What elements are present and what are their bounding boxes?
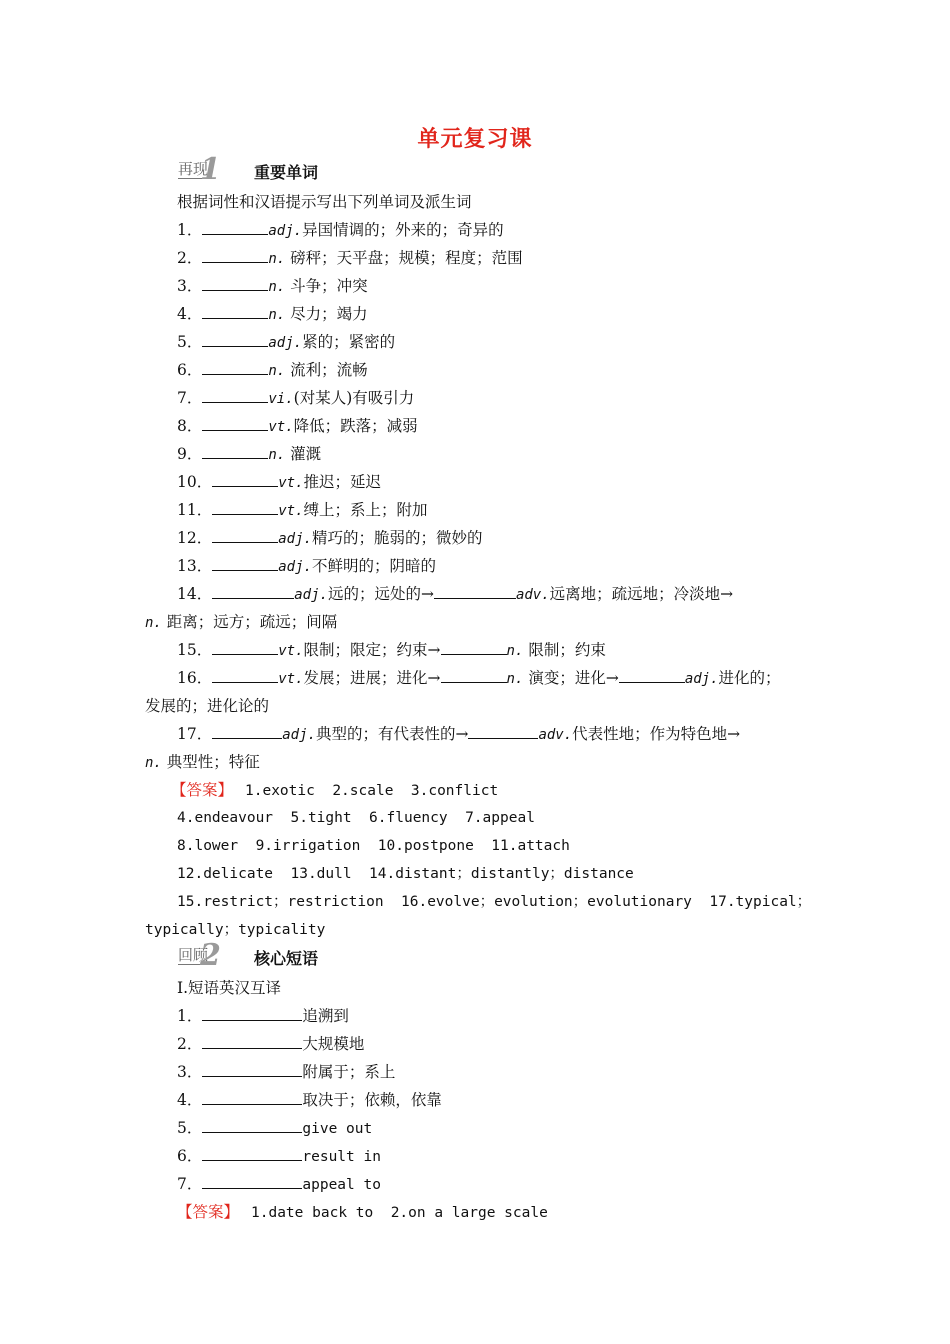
- section-2-badge-text: 回顾: [178, 946, 209, 964]
- section-1-intro: 根据词性和汉语提示写出下列单词及派生词: [177, 193, 472, 211]
- answer-blank[interactable]: [202, 1006, 302, 1021]
- answer-blank[interactable]: [202, 1174, 302, 1189]
- item-number: 15．: [177, 641, 213, 659]
- word-item-16-continued: 发展的；进化论的: [145, 697, 270, 715]
- section-2-subheading: Ⅰ.短语英汉互译: [177, 979, 282, 997]
- word-item: [145, 248, 842, 269]
- item-number: 1．: [177, 1007, 203, 1025]
- answer-blank[interactable]: [202, 444, 268, 459]
- phrase-text: 取决于；依赖，依靠: [302, 1091, 442, 1109]
- word-item: [145, 528, 842, 549]
- answer-text: 12.delicate 13.dull 14.distant；distantly；distance: [177, 866, 634, 882]
- answer-blank[interactable]: [212, 500, 278, 515]
- answer-blank[interactable]: [212, 640, 278, 655]
- item-number: 7．: [177, 1175, 203, 1193]
- section-1-badge: [176, 152, 230, 187]
- answer-blank[interactable]: [202, 1146, 302, 1161]
- answer-label: 【答案】: [177, 1203, 240, 1221]
- definition: (对某人)有吸引力: [293, 389, 415, 407]
- answer-blank[interactable]: [212, 584, 294, 599]
- answer-blank[interactable]: [212, 724, 282, 739]
- part-of-speech: n.: [268, 363, 286, 379]
- definition: 降低；跌落；减弱: [293, 417, 418, 435]
- part-of-speech: adv.: [515, 587, 550, 603]
- item-number: 14．: [177, 585, 213, 603]
- answer-blank[interactable]: [212, 668, 278, 683]
- part-of-speech: n.: [268, 251, 286, 267]
- definition: 灌溉: [285, 445, 322, 463]
- item-number: 2．: [177, 249, 203, 267]
- answer-blank[interactable]: [202, 388, 268, 403]
- item-number: 3．: [177, 277, 203, 295]
- item-number: 5．: [177, 333, 203, 351]
- answer-text: 1.exotic 2.scale 3.conflict: [245, 783, 499, 799]
- answer-text: 8.lower 9.irrigation 10.postpone 11.attach: [177, 838, 570, 854]
- word-item: [145, 556, 842, 577]
- word-item: [145, 304, 842, 325]
- item-number: 13．: [177, 557, 213, 575]
- item-number: 9．: [177, 445, 203, 463]
- item-number: 7．: [177, 389, 203, 407]
- part-of-speech: adj.: [268, 223, 303, 239]
- part-of-speech: n.: [268, 279, 286, 295]
- item-number: 12．: [177, 529, 213, 547]
- answer-blank[interactable]: [441, 640, 507, 655]
- word-item-17-continued: [145, 752, 810, 773]
- item-number: 5．: [177, 1119, 203, 1137]
- part-of-speech: adj.: [278, 531, 312, 547]
- part-of-speech: vt.: [278, 503, 304, 519]
- phrase-text: 大规模地: [302, 1035, 365, 1053]
- part-of-speech: n.: [268, 307, 286, 323]
- answer-text: 15.restrict；restriction 16.evolve；evolution；evolutionary 17.typical；: [177, 894, 812, 910]
- word-item-14-continued: [145, 612, 810, 633]
- answer-blank[interactable]: [441, 668, 507, 683]
- section-2-badge: [176, 938, 230, 973]
- word-item-14: [145, 584, 810, 605]
- answer-blank[interactable]: [202, 248, 268, 263]
- word-item: [145, 416, 842, 437]
- word-item-15: [145, 640, 842, 661]
- item-number: 10．: [177, 473, 213, 491]
- part-of-speech: adj.: [278, 559, 312, 575]
- item-number: 16．: [177, 669, 213, 687]
- answer-blank[interactable]: [202, 1118, 302, 1133]
- part-of-speech: adj.: [282, 727, 316, 743]
- definition: 流利；流畅: [285, 361, 368, 379]
- definition: 典型性；特征: [161, 753, 260, 771]
- answer-line: [145, 1202, 842, 1223]
- word-item: [145, 472, 842, 493]
- part-of-speech: adj.: [294, 587, 328, 603]
- definition: 磅秤；天平盘；规模；程度；范围: [285, 249, 523, 267]
- definition: 斗争；冲突: [285, 277, 368, 295]
- section-1-badge-number: 1: [200, 152, 221, 187]
- phrase-item: [145, 1118, 842, 1139]
- word-item: [145, 388, 842, 409]
- answer-blank[interactable]: [212, 556, 278, 571]
- definition: 演变；进化→: [523, 669, 619, 687]
- answer-blank[interactable]: [202, 276, 268, 291]
- phrase-item: [145, 1034, 842, 1054]
- item-number: 17．: [177, 725, 213, 743]
- part-of-speech: vt.: [278, 671, 304, 687]
- phrase-item: [145, 1174, 842, 1195]
- definition: 尽力；竭力: [285, 305, 368, 323]
- answer-text: typically；typicality: [145, 922, 326, 938]
- item-number: 1．: [177, 221, 203, 239]
- part-of-speech: adv.: [538, 727, 573, 743]
- part-of-speech: adj.: [268, 335, 303, 351]
- word-item-17: [145, 724, 842, 745]
- part-of-speech: n.: [145, 615, 162, 631]
- word-item: [145, 444, 842, 465]
- definition: 距离；远方；疏远；间隔: [161, 613, 338, 631]
- phrase-text: appeal to: [302, 1177, 381, 1193]
- answer-blank[interactable]: [619, 668, 685, 683]
- phrase-item: [145, 1062, 842, 1082]
- answer-line: [145, 780, 836, 801]
- answer-text: 1.date back to 2.on a large scale: [251, 1205, 548, 1221]
- phrase-text: result in: [302, 1149, 381, 1165]
- definition: 精巧的；脆弱的；微妙的: [311, 529, 483, 547]
- answer-blank[interactable]: [202, 416, 268, 431]
- answer-blank[interactable]: [202, 304, 268, 319]
- item-number: 4．: [177, 305, 203, 323]
- word-item: [145, 360, 842, 381]
- word-item: [145, 220, 842, 241]
- part-of-speech: n.: [506, 671, 524, 687]
- item-number: 6．: [177, 1147, 203, 1165]
- word-item-16: [145, 668, 842, 689]
- answer-blank[interactable]: [212, 472, 278, 487]
- word-item: [145, 332, 842, 353]
- phrase-item: [145, 1146, 842, 1167]
- section-2-heading: 核心短语: [254, 949, 319, 968]
- part-of-speech: adj.: [684, 671, 719, 687]
- part-of-speech: vt.: [278, 475, 304, 491]
- part-of-speech: vi.: [268, 391, 294, 407]
- definition: 限制；限定；约束→: [303, 641, 441, 659]
- definition: 发展；进展；进化→: [303, 669, 441, 687]
- answer-text: 4.endeavour 5.tight 6.fluency 7.appeal: [177, 810, 535, 826]
- answer-blank[interactable]: [202, 1062, 302, 1077]
- part-of-speech: n.: [145, 755, 162, 771]
- definition: 限制；约束: [523, 641, 606, 659]
- definition: 远离地；疏远地；冷淡地→: [549, 585, 734, 603]
- word-item: [145, 276, 842, 297]
- definition: 缚上；系上；附加: [303, 501, 428, 519]
- part-of-speech: n.: [268, 447, 286, 463]
- answer-blank[interactable]: [468, 724, 538, 739]
- definition: 进化的；: [718, 669, 781, 687]
- section-1-badge-text: 再现: [178, 160, 209, 178]
- definition: 代表性地；作为特色地→: [572, 725, 741, 743]
- definition: 异国情调的；外来的；奇异的: [302, 221, 504, 239]
- item-number: 6．: [177, 361, 203, 379]
- word-item: [145, 500, 842, 521]
- definition: 紧的；紧密的: [302, 333, 396, 351]
- answer-blank[interactable]: [212, 528, 278, 543]
- item-number: 11．: [177, 501, 213, 519]
- item-number: 2．: [177, 1035, 203, 1053]
- section-2-badge-number: 2: [200, 938, 221, 973]
- item-number: 4．: [177, 1091, 203, 1109]
- page-title: 单元复习课: [417, 126, 533, 152]
- answer-blank[interactable]: [202, 1034, 302, 1049]
- answer-blank[interactable]: [202, 1090, 302, 1105]
- phrase-text: give out: [302, 1121, 373, 1137]
- item-number: 3．: [177, 1063, 203, 1081]
- answer-label: 【答案】: [171, 781, 234, 799]
- answer-blank[interactable]: [202, 332, 268, 347]
- definition: 远的；远处的→: [327, 585, 434, 603]
- phrase-text: 追溯到: [302, 1007, 349, 1025]
- phrase-item: [145, 1006, 842, 1026]
- phrase-text: 附属于；系上: [302, 1063, 396, 1081]
- part-of-speech: vt.: [268, 419, 294, 435]
- part-of-speech: n.: [506, 643, 524, 659]
- answer-blank[interactable]: [202, 220, 268, 235]
- definition: 不鲜明的；阴暗的: [311, 557, 436, 575]
- section-1-heading: 重要单词: [254, 163, 319, 182]
- definition: 典型的；有代表性的→: [315, 725, 469, 743]
- part-of-speech: vt.: [278, 643, 304, 659]
- definition: 推迟；延迟: [303, 473, 382, 491]
- answer-blank[interactable]: [202, 360, 268, 375]
- phrase-item: [145, 1090, 842, 1110]
- answer-blank[interactable]: [434, 584, 516, 599]
- item-number: 8．: [177, 417, 203, 435]
